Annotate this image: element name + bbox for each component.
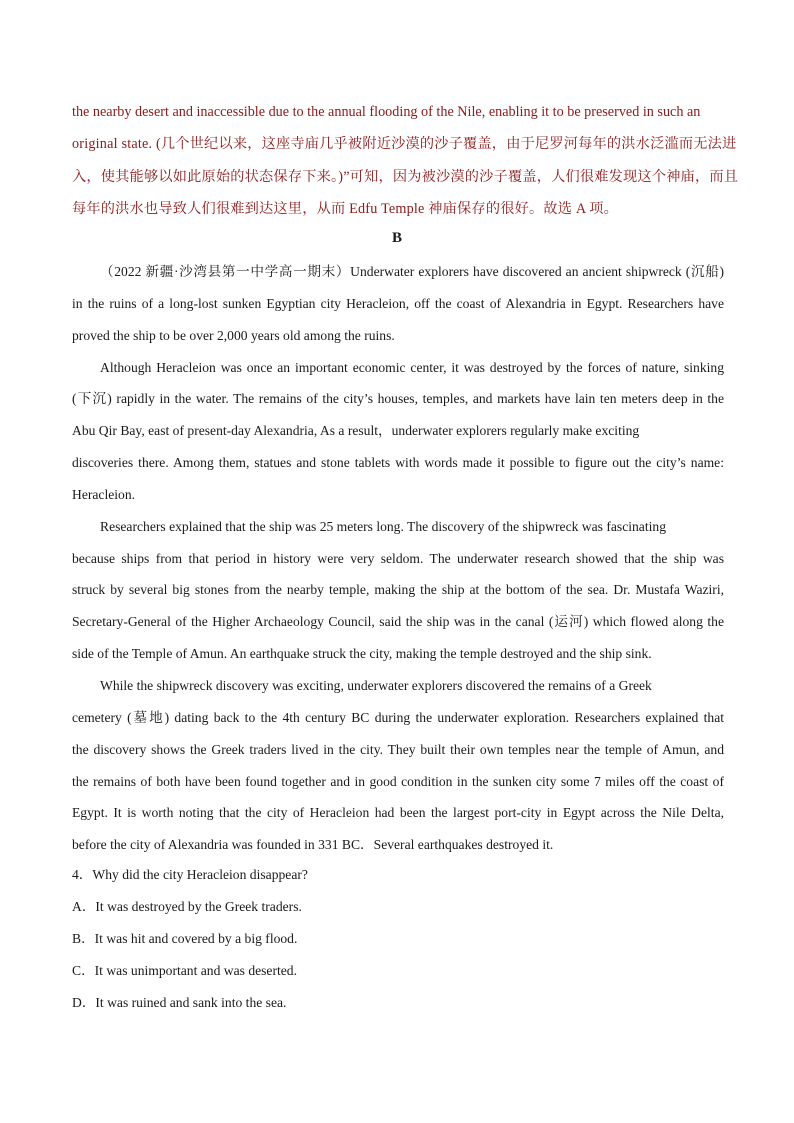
passage-line: the discovery shows the Greek traders lived in the city. They built their own temples near the temple of Amun, and [72,741,724,757]
passage-line: because ships from that period in history were very seldom. The underwater research showed that the ship was [72,550,724,566]
passage-line: Researchers explained that the ship was 25 meters long. The discovery of the shipwreck was fascinating [100,518,666,534]
section-label: B [391,230,402,246]
option-d: D．It was ruined and sank into the sea. [72,994,287,1010]
answer-explanation [72,96,739,225]
passage-line: Heracleion. [72,486,136,502]
question-block [72,859,724,1018]
passage-line: in the ruins of a long-lost sunken Egyptian city Heracleion, off the coast of Alexandria in Egypt. Researchers have [72,295,724,311]
option-b: B．It was hit and covered by a big flood. [72,930,298,946]
explanation-line: original state. (几个世纪以来，这座寺庙几乎被附近沙漠的沙子覆盖，由于尼罗河每年的洪水泛滥而无法进 [72,136,737,153]
question-stem: 4．Why did the city Heracleion disappear? [72,867,308,882]
passage-line: side of the Temple of Amun. An earthquake struck the city, making the temple destroyed and the ship sink. [72,646,652,662]
passage-line: before the city of Alexandria was founded in 331 BC．Several earthquakes destroyed it. [72,837,554,853]
passage-line: Egypt. It is worth noting that the city of Heracleion had been the largest port-city in Egypt across the Nile Delta, [72,805,724,821]
reading-passage [72,256,724,861]
passage-line: While the shipwreck discovery was exciting, underwater explorers discovered the remains of a Greek [100,677,652,693]
passage-line: proved the ship to be over 2,000 years old among the ruins. [72,327,395,343]
passage-line: discoveries there. Among them, statues and stone tablets with words made it possible to figure out the city’s name: [72,455,724,471]
passage-line: (下沉) rapidly in the water. The remains of the city’s houses, temples, and markets have lain ten meters deep in the [72,391,724,407]
explanation-line: the nearby desert and inaccessible due to the annual flooding of the Nile, enabling it to be preserved in such an [72,104,701,120]
passage-line: Secretary-General of the Higher Archaeology Council, said the ship was in the canal (运河) which flowed along the [72,614,724,630]
explanation-line: 入，使其能够以如此原始的状态保存下来。)”可知，因为被沙漠的沙子覆盖，人们很难发现这个神庙，而且 [72,168,739,185]
passage-line: Abu Qir Bay, east of present-day Alexandria, As a result，underwater explorers regularly make exciting [72,423,640,439]
passage-line: cemetery (墓地) dating back to the 4th century BC during the underwater exploration. Researchers explained that [72,709,724,725]
passage-line: （2022 新疆·沙湾县第一中学高一期末）Underwater explorers have discovered an ancient shipwreck (沉船) [100,264,724,279]
option-a: A．It was destroyed by the Greek traders. [72,898,302,914]
passage-line: the remains of both have been found together and in good condition in the sunken city some 7 miles off the coast of [72,773,724,789]
passage-line: Although Heracleion was once an important economic center, it was destroyed by the forces of nature, sinking [100,359,724,375]
option-c: C．It was unimportant and was deserted. [72,962,298,978]
explanation-line: 每年的洪水也导致人们很难到达这里，从而 Edfu Temple 神庙保存的很好。故选 A 项。 [72,200,619,217]
passage-line: struck by several big stones from the nearby temple, making the ship at the bottom of the sea. Dr. Mustafa Waziri, [72,582,724,598]
